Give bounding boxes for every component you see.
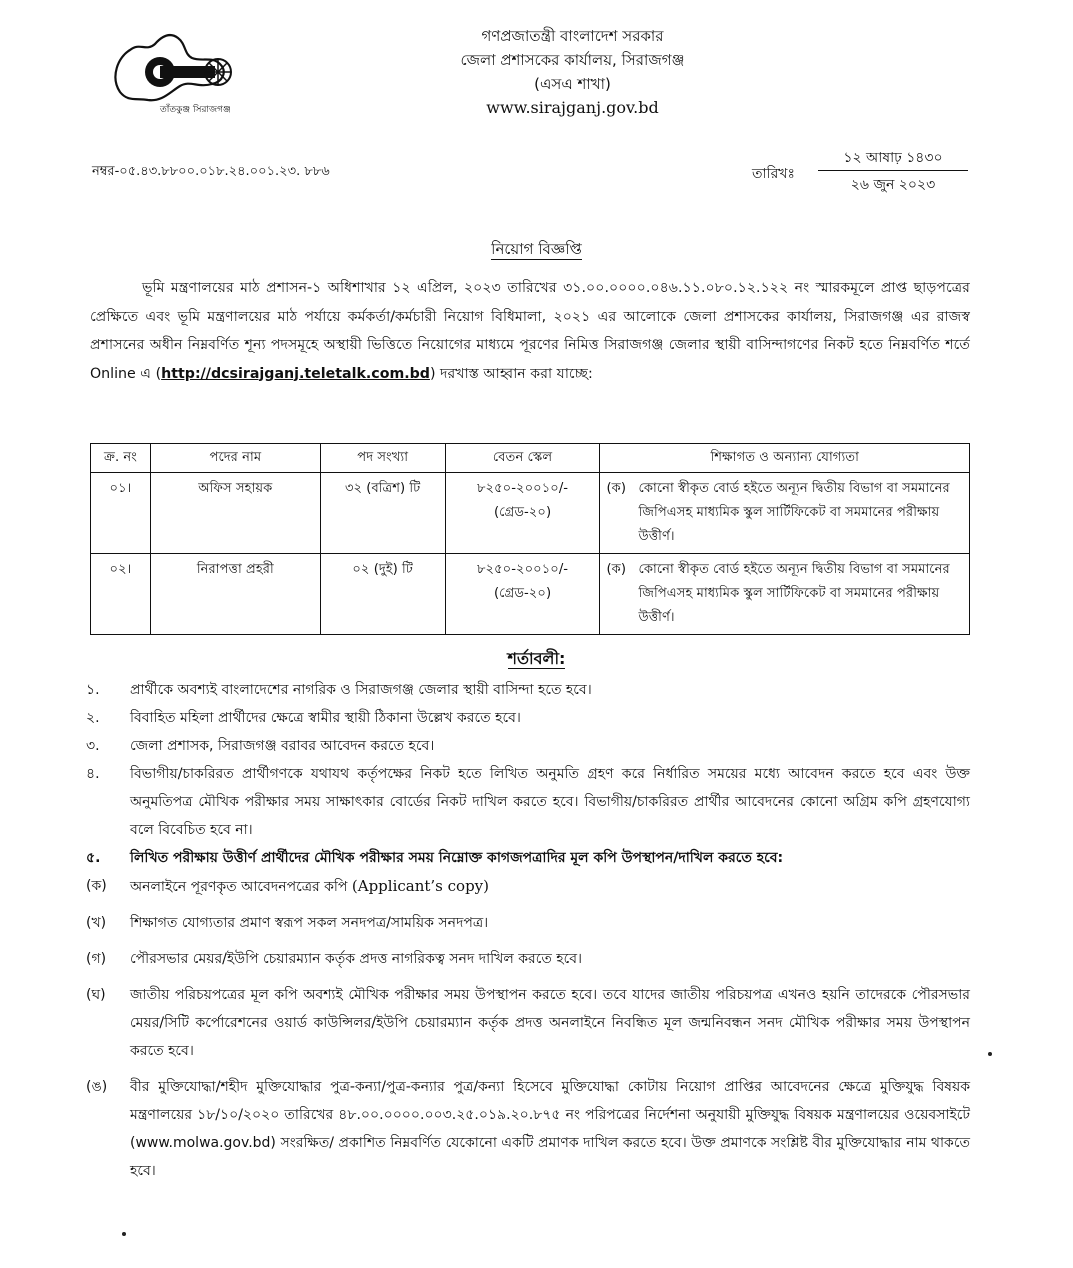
logo-caption: তাঁতকুঞ্জ সিরাজগঞ্জ	[160, 105, 231, 115]
date-divider	[818, 170, 968, 171]
document-mark: (ঘ)	[86, 987, 106, 1003]
posts-table	[90, 443, 970, 635]
document-mark: (ঙ)	[86, 1079, 108, 1095]
cell-scale	[445, 554, 600, 635]
document-item	[86, 945, 970, 973]
document-mark: (ক)	[86, 878, 107, 894]
condition-number: ১.	[86, 682, 100, 698]
condition-text: বিভাগীয়/চাকরিরত প্রার্থীগণকে যথাযথ কর্তৃপক্ষের নিকট হতে লিখিত অনুমতি গ্রহণ করে নির্ধারিত সময়ের মধ্যে আবেদন করতে হবে এবং উক্ত অনুমতিপত্র মৌখিক পরীক্ষার সময় সাক্ষাৎকার বোর্ডের নিকট দাখিল করতে হবে। বিভাগীয়/চাকরিরত প্রার্থীর আবেদনের কোনো অগ্রিম কপি গ্রহণযোগ্য বলে বিবেচিত হবে না।	[130, 766, 970, 838]
cell-post: নিরাপত্তা প্রহরী	[150, 554, 320, 635]
intro-text: ভূমি মন্ত্রণালয়ের মাঠ প্রশাসন-১ অধিশাখার ১২ এপ্রিল, ২০২৩ তারিখের ৩১.০০.০০০০.০৪৬.১১.০৮০.১২.১২২ নং স্মারকমূলে প্রাপ্ত ছাড়পত্রের প্রেক্ষিতে এবং ভূমি মন্ত্রণালয়ের মাঠ পর্যায়ে কর্মকর্তা/কর্মচারী নিয়োগ বিধিমালা, ২০২১ এর আলোকে জেলা প্রশাসকের কার্যালয়, সিরাজগঞ্জ এর রাজস্ব প্রশাসনের অধীন নিম্নবর্ণিত শূন্য পদসমূহে অস্থায়ী ভিত্তিতে নিয়োগের মাধ্যমে পূরণের নিমিত্ত সিরাজগঞ্জ জেলার স্থায়ী বাসিন্দাগণের নিকট হতে নিম্নবর্ণিত শর্তে Online এ (	[90, 280, 970, 382]
intro-paragraph	[90, 274, 970, 388]
date-box	[818, 148, 968, 195]
condition-item	[86, 676, 970, 704]
cell-serial: ০২।	[91, 554, 151, 635]
condition-text: জেলা প্রশাসক, সিরাজগঞ্জ বরাবর আবেদন করতে হবে।	[130, 738, 435, 754]
condition-item	[86, 844, 970, 872]
table-row	[91, 473, 970, 554]
header-serial: ক্র. নং	[91, 444, 151, 473]
date-label: তারিখঃ	[752, 166, 795, 182]
memo-number: নম্বর-০৫.৪৩.৮৮০০.০১৮.২৪.০০১.২৩. ৮৮৬	[92, 164, 330, 179]
document-item	[86, 909, 970, 937]
cell-post: অফিস সহায়ক	[150, 473, 320, 554]
intro-end: ) দরখাস্ত আহ্বান করা যাচ্ছে:	[429, 365, 593, 382]
document-item	[86, 1073, 970, 1185]
document-item	[86, 981, 970, 1065]
qualification-mark: (ক)	[606, 481, 626, 496]
bengali-date: ১২ আষাঢ় ১৪৩০	[843, 150, 943, 166]
scale-value: ৮২৫০-২০০১০/-	[476, 562, 569, 577]
header-qualification: শিক্ষাগত ও অন্যান্য যোগ্যতা	[600, 444, 970, 473]
document-extra: (Applicant’s copy)	[351, 877, 489, 895]
document-mark: (খ)	[86, 915, 107, 931]
cell-count: ৩২ (বত্রিশ) টি	[320, 473, 445, 554]
document-text: জাতীয় পরিচয়পত্রের মূল কপি অবশ্যই মৌখিক পরীক্ষার সময় উপস্থাপন করতে হবে। তবে যাদের জাতীয় পরিচয়পত্র এখনও হয়নি তাদেরকে পৌরসভার মেয়র/সিটি কর্পোরেশনের ওয়ার্ড কাউন্সিলর/ইউপি চেয়ারম্যান কর্তৃক প্রদত্ত অনলাইনে নিবন্ধিত মূল জন্মনিবন্ধন সনদ মৌখিক পরীক্ষার সময় উপস্থাপন করতে হবে।	[130, 987, 970, 1059]
government-name: গণপ্রজাতন্ত্রী বাংলাদেশ সরকার	[481, 27, 664, 45]
scan-speck	[988, 1052, 992, 1056]
header-post: পদের নাম	[150, 444, 320, 473]
document-item	[86, 872, 970, 901]
website-url: www.sirajganj.gov.bd	[486, 98, 659, 117]
office-name: জেলা প্রশাসকের কার্যালয়, সিরাজগঞ্জ	[460, 51, 685, 69]
header-scale: বেতন স্কেল	[445, 444, 600, 473]
document-text: অনলাইনে পূরণকৃত আবেদনপত্রের কপি	[130, 879, 348, 895]
condition-item	[86, 704, 970, 732]
grade-value: (গ্রেড-২০)	[493, 505, 552, 520]
cell-scale	[445, 473, 600, 554]
document-mark: (গ)	[86, 951, 107, 967]
district-logo-icon	[100, 22, 265, 114]
cell-qualification	[600, 554, 970, 635]
document-text: পৌরসভার মেয়র/ইউপি চেয়ারম্যান কর্তৃক প্রদত্ত নাগরিকত্ব সনদ দাখিল করতে হবে।	[130, 951, 583, 967]
qualification-text: কোনো স্বীকৃত বোর্ড হইতে অন্যূন দ্বিতীয় বিভাগ বা সমমানের জিপিএসহ মাধ্যমিক স্কুল সার্টিফিকেট বা সমমানের পরীক্ষায় উত্তীর্ণ।	[638, 562, 950, 625]
qualification-mark: (ক)	[606, 562, 626, 577]
office-header	[380, 24, 765, 120]
condition-item	[86, 760, 970, 844]
document-text: বীর মুক্তিযোদ্ধা/শহীদ মুক্তিযোদ্ধার পুত্র-কন্যা/পুত্র-কন্যার পুত্র/কন্যা হিসেবে মুক্তিযোদ্ধা কোটায় নিয়োগ প্রাপ্তির আবেদনের ক্ষেত্রে মুক্তিযুদ্ধ বিষয়ক মন্ত্রণালয়ের ১৮/১০/২০২০ তারিখের ৪৮.০০.০০০০.০০৩.২৫.০১৯.২০.৮৭৫ নং পরিপত্রের নির্দেশনা অনুযায়ী মুক্তিযুদ্ধ বিষয়ক মন্ত্রণালয়ের ওয়েবসাইটে (www.molwa.gov.bd) সংরক্ষিত/ প্রকাশিত নিম্নবর্ণিত যেকোনো একটি প্রমাণক দাখিল করতে হবে। উক্ত প্রমাণকে সংশ্লিষ্ট বীর মুক্তিযোদ্ধার নাম থাকতে হবে।	[130, 1079, 970, 1179]
document-text: শিক্ষাগত যোগ্যতার প্রমাণ স্বরূপ সকল সনদপত্র/সাময়িক সনদপত্র।	[130, 915, 489, 931]
cell-qualification	[600, 473, 970, 554]
cell-count: ০২ (দুই) টি	[320, 554, 445, 635]
condition-item	[86, 732, 970, 760]
condition-number: ৫.	[86, 850, 101, 866]
condition-number: ৪.	[86, 766, 100, 782]
branch-name: (এসএ শাখা)	[534, 75, 611, 93]
grade-value: (গ্রেড-২০)	[493, 586, 552, 601]
conditions-list	[86, 676, 970, 1185]
scale-value: ৮২৫০-২০০১০/-	[476, 481, 569, 496]
conditions-title-text: শর্তাবলী:	[507, 649, 566, 668]
scan-speck	[122, 1232, 126, 1236]
header-count: পদ সংখ্যা	[320, 444, 445, 473]
notice-title	[0, 238, 1073, 263]
table-header-row	[91, 444, 970, 473]
qualification-text: কোনো স্বীকৃত বোর্ড হইতে অন্যূন দ্বিতীয় বিভাগ বা সমমানের জিপিএসহ মাধ্যমিক স্কুল সার্টিফিকেট বা সমমানের পরীক্ষায় উত্তীর্ণ।	[638, 481, 950, 544]
cell-serial: ০১।	[91, 473, 151, 554]
conditions-title	[0, 646, 1073, 673]
condition-number: ৩.	[86, 738, 100, 754]
condition-text: প্রার্থীকে অবশ্যই বাংলাদেশের নাগরিক ও সিরাজগঞ্জ জেলার স্থায়ী বাসিন্দা হতে হবে।	[130, 682, 592, 698]
gregorian-date: ২৬ জুন ২০২৩	[850, 177, 936, 193]
condition-number: ২.	[86, 710, 100, 726]
table-row	[91, 554, 970, 635]
condition-text: বিবাহিত মহিলা প্রার্থীদের ক্ষেত্রে স্বামীর স্থায়ী ঠিকানা উল্লেখ করতে হবে।	[130, 710, 521, 726]
notice-title-text: নিয়োগ বিজ্ঞপ্তি	[491, 240, 582, 258]
document-list	[86, 872, 970, 1185]
application-link[interactable]: http://dcsirajganj.teletalk.com.bd	[161, 365, 430, 382]
condition-text: লিখিত পরীক্ষায় উত্তীর্ণ প্রার্থীদের মৌখিক পরীক্ষার সময় নিম্নোক্ত কাগজপত্রাদির মূল কপি উপস্থাপন/দাখিল করতে হবে:	[130, 850, 784, 866]
